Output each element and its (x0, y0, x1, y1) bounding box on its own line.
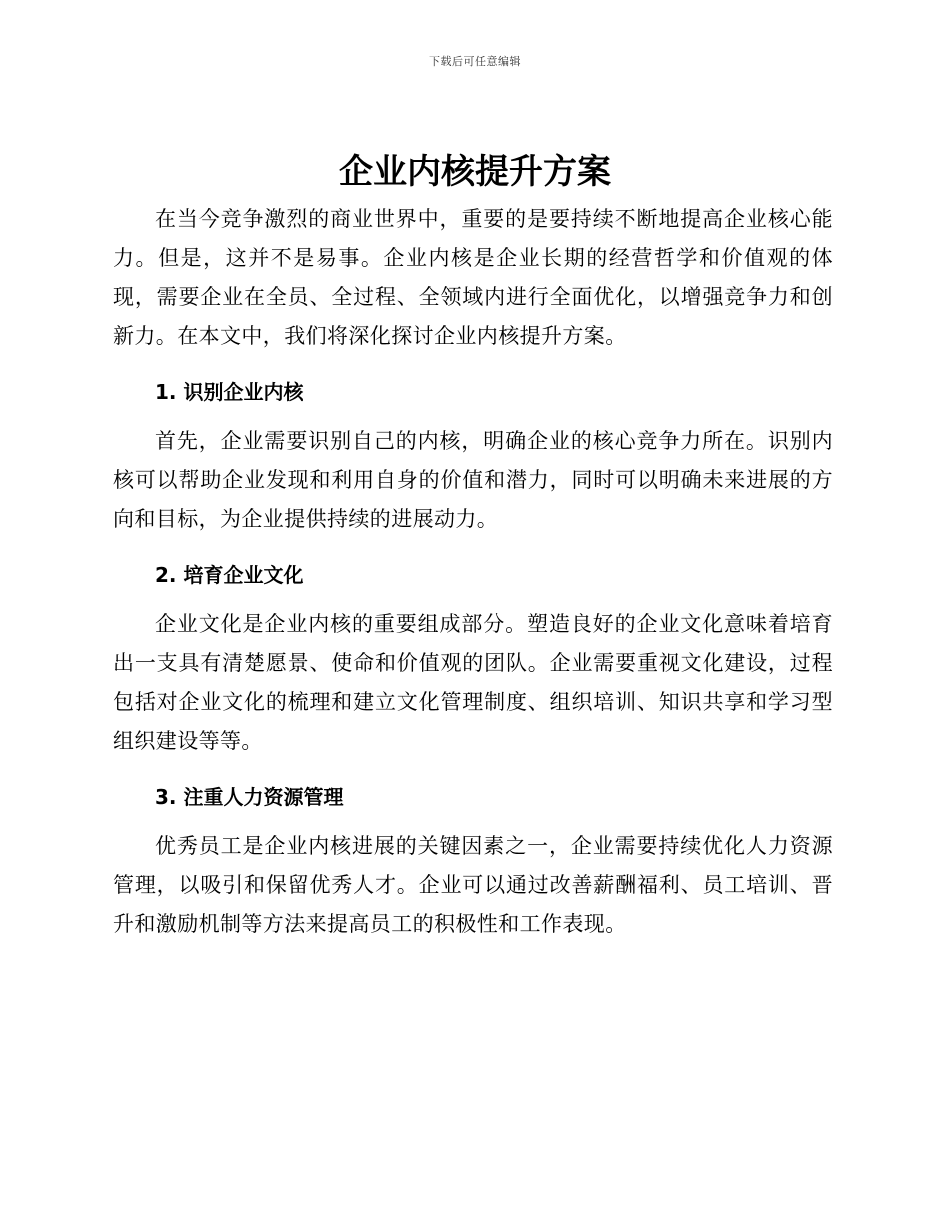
page-header: 下载后可任意编辑 (429, 55, 521, 68)
section-heading-identify-core: 1. 识别企业内核 (155, 380, 304, 404)
section-body-corporate-culture: 企业文化是企业内核的重要组成部分。塑造良好的企业文化意味着培育出一支具有清楚愿景、使命和价值观的团队。企业需要重视文化建设，过程包括对企业文化的梳理和建立文化管理制度、组织培训、知识共享和学习型组织建设等等。 (113, 612, 833, 753)
section-heading-human-resources: 3. 注重人力资源管理 (155, 785, 344, 809)
intro-paragraph: 在当今竞争激烈的商业世界中，重要的是要持续不断地提高企业核心能力。但是，这并不是易事。企业内核是企业长期的经营哲学和价值观的体现，需要企业在全员、全过程、全领域内进行全面优化，以增强竞争力和创新力。在本文中，我们将深化探讨企业内核提升方案。 (113, 207, 833, 348)
section-heading-corporate-culture: 2. 培育企业文化 (155, 563, 304, 587)
section-body-human-resources: 优秀员工是企业内核进展的关键因素之一，企业需要持续优化人力资源管理，以吸引和保留优秀人才。企业可以通过改善薪酬福利、员工培训、晋升和激励机制等方法来提高员工的积极性和工作表现。 (113, 834, 833, 936)
document-title: 企业内核提升方案 (339, 152, 611, 192)
document-body (113, 200, 833, 944)
section-body-identify-core: 首先，企业需要识别自己的内核，明确企业的核心竞争力所在。识别内核可以帮助企业发现和利用自身的价值和潜力，同时可以明确未来进展的方向和目标，为企业提供持续的进展动力。 (113, 429, 833, 531)
